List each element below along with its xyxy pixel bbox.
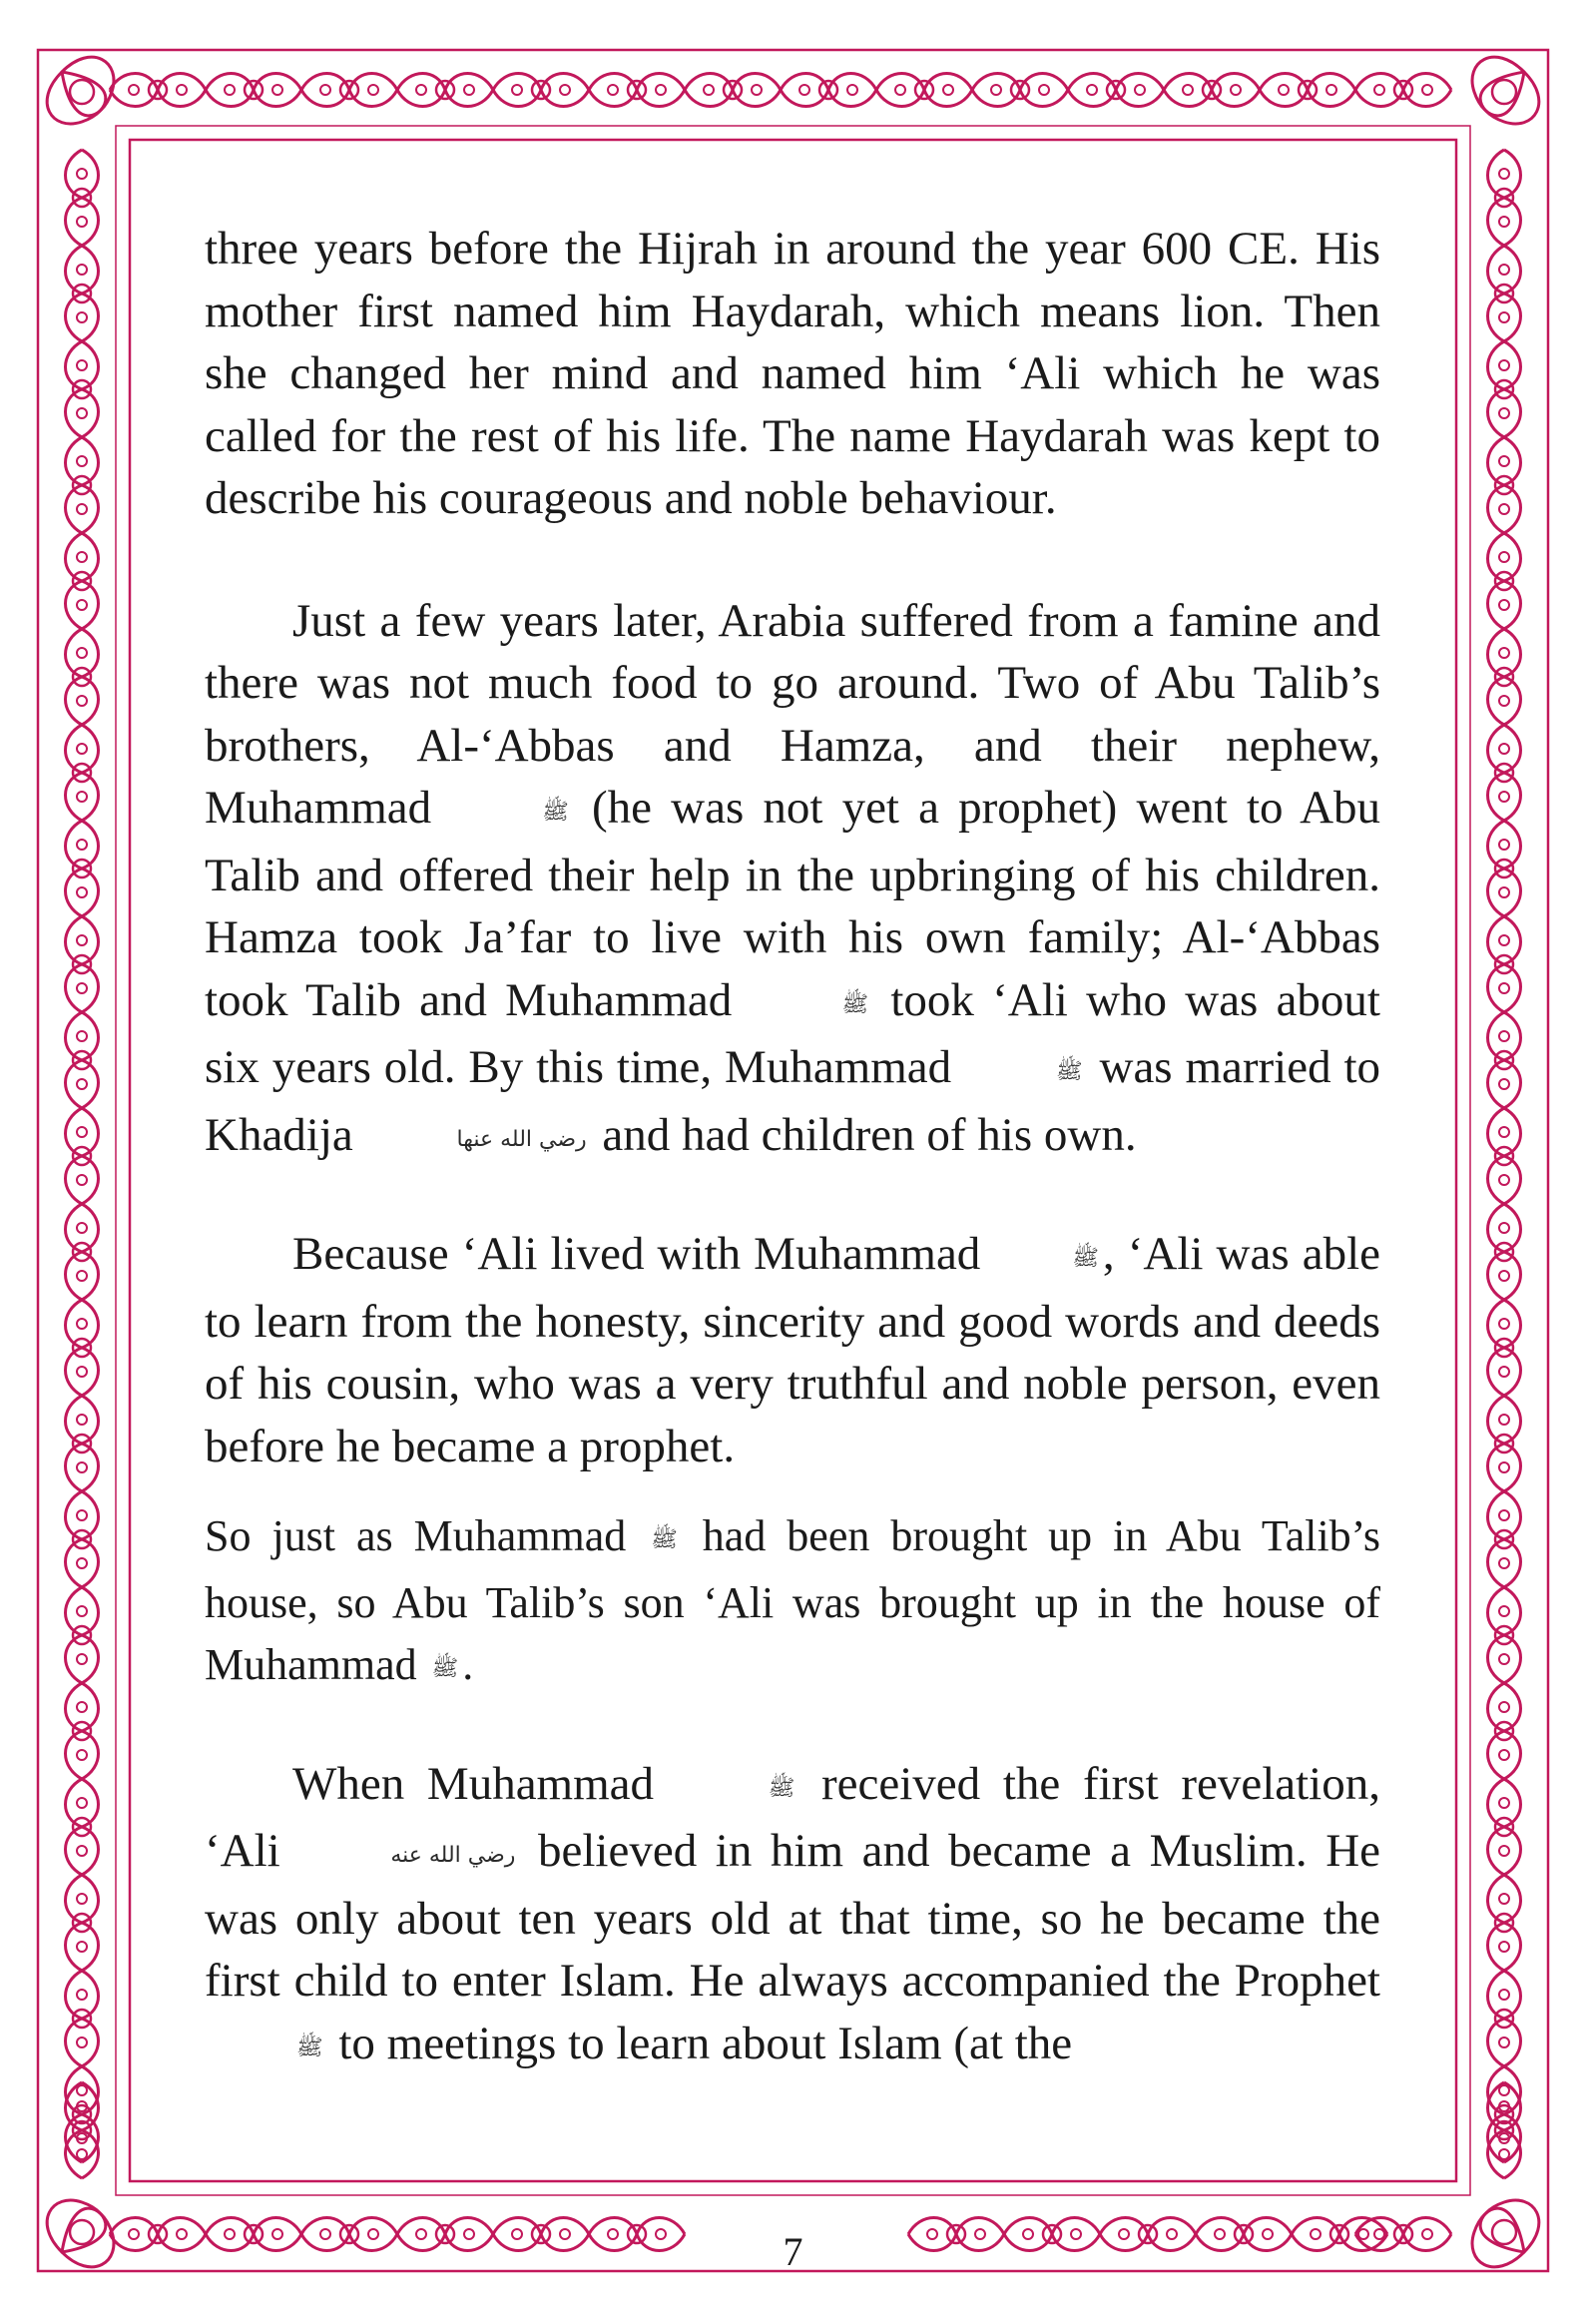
paragraph-3 <box>205 1223 1380 1477</box>
honorific-pbuh-icon: ﷺ <box>768 1775 795 1801</box>
honorific-pbuh-icon: ﷺ <box>1072 1246 1099 1271</box>
paragraph-2 <box>205 590 1380 1172</box>
honorific-pbuh-icon: ﷺ <box>1056 1059 1083 1084</box>
honorific-pbuh-icon: ﷺ <box>431 1656 459 1681</box>
paragraph-5 <box>205 1753 1380 2080</box>
paragraph-4-text-a: So just as Muhammad <box>205 1511 627 1560</box>
paragraph-5-text-a: When Muhammad <box>292 1757 655 1810</box>
paragraph-5-text-c: believed in him and became a Muslim. He was only about ten years old at that time, so he became the first child to enter Islam. He always accompanied the Prophet <box>205 1825 1381 2007</box>
honorific-pbuh-icon: ﷺ <box>651 1527 678 1552</box>
paragraph-5-text-d: to meetings to learn about Islam (at the <box>338 2017 1073 2069</box>
page-number: 7 <box>783 2229 803 2274</box>
paragraph-1-text: three years before the Hijrah in around the year 600 CE. His mother first named him Haydarah, which means lion. Then she changed her mind and named him ‘Ali which he was called for the rest of his life. The name Haydarah was kept to describe his courageous and noble behaviour. <box>205 223 1380 524</box>
body-text <box>205 218 1380 2079</box>
paragraph-1 <box>205 218 1380 530</box>
honorific-pbuh-icon: ﷺ <box>542 800 569 825</box>
paragraph-2-text-d: was married to Khadija <box>205 1041 1381 1161</box>
paragraph-2-text-c: took ‘Ali who was about six years old. By this time, Muhammad <box>205 973 1380 1093</box>
honorific-ra-icon: رضي الله عنها <box>456 1126 587 1152</box>
paragraph-3-text-b: , ‘Ali was able to learn from the honesty, sincerity and good words and deeds of his cousin, who was a very truthful and noble person, even before he became a prophet. <box>205 1228 1380 1472</box>
honorific-pbuh-icon: ﷺ <box>296 2034 323 2060</box>
paragraph-4 <box>205 1505 1380 1701</box>
paragraph-2-text-a: Just a few years later, Arabia suffered from a famine and there was not much food to go around. Two of Abu Talib’s brothers, Al-‘Abbas and Hamza, and their nephew, Muhammad <box>205 594 1380 834</box>
honorific-ra-icon: رضي الله عنه <box>390 1843 516 1868</box>
paragraph-4-text-c: . <box>462 1640 474 1689</box>
paragraph-4-text-b: had been brought up in Abu Talib’s house, so Abu Talib’s son ‘Ali was brought up in the house of Muhammad <box>205 1511 1381 1689</box>
paragraph-5-text-b: received the first revelation, ‘Ali <box>205 1757 1380 1877</box>
paragraph-3-text-a: Because ‘Ali lived with Muhammad <box>292 1228 981 1280</box>
paragraph-2-text-b: (he was not yet a prophet) went to Abu Talib and offered their help in the upbringing of his children. Hamza took Ja’far to live with his own family; Al-‘Abbas took Talib and Muhammad <box>205 782 1381 1026</box>
honorific-pbuh-icon: ﷺ <box>841 991 869 1017</box>
paragraph-2-text-e: and had children of his own. <box>602 1108 1137 1161</box>
